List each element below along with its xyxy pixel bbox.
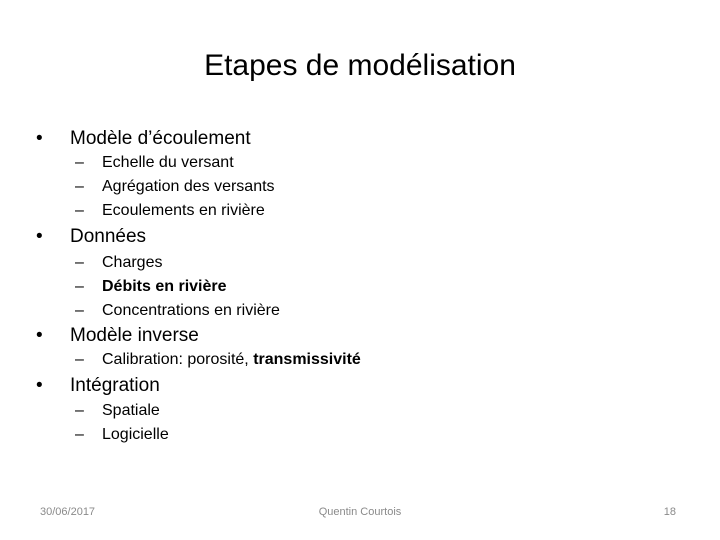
sub-item-text: Logicielle xyxy=(102,426,169,443)
sub-item-text: Ecoulements en rivière xyxy=(102,202,265,219)
dash-icon: – xyxy=(75,302,84,319)
dash-icon: – xyxy=(75,154,84,171)
bullet-modele-inverse xyxy=(36,324,199,348)
footer-page-number: 18 xyxy=(663,506,676,518)
bullet-donnees xyxy=(36,225,146,249)
sub-item-logicielle xyxy=(75,425,169,445)
dash-icon: – xyxy=(75,278,84,295)
bullet-label: Données xyxy=(70,226,147,247)
sub-item-calibration xyxy=(75,350,361,370)
bullet-icon: • xyxy=(36,375,43,396)
bullet-icon: • xyxy=(36,128,43,149)
sub-item-text: Charges xyxy=(102,254,163,271)
sub-item-text: Calibration: porosité, xyxy=(102,351,254,368)
sub-item-charges xyxy=(75,253,162,273)
dash-icon: – xyxy=(75,178,84,195)
dash-icon: – xyxy=(75,254,84,271)
sub-item-text-bold: transmissivité xyxy=(253,351,361,368)
sub-item-text: Agrégation des versants xyxy=(102,178,275,195)
sub-item-agregation-versants xyxy=(75,177,275,197)
bullet-icon: • xyxy=(36,325,43,346)
sub-item-text: Débits en rivière xyxy=(102,278,227,295)
bullet-modele-ecoulement xyxy=(36,127,251,151)
dash-icon: – xyxy=(75,426,84,443)
dash-icon: – xyxy=(75,351,84,368)
sub-item-ecoulements-riviere xyxy=(75,201,265,221)
sub-item-spatiale xyxy=(75,401,160,421)
sub-item-concentrations-riviere xyxy=(75,301,280,321)
bullet-label: Intégration xyxy=(70,375,160,396)
bullet-integration xyxy=(36,374,160,398)
sub-item-text: Concentrations en rivière xyxy=(102,302,280,319)
slide-title: Etapes de modélisation xyxy=(204,49,516,82)
sub-item-text: Echelle du versant xyxy=(102,154,234,171)
footer-date: 30/06/2017 xyxy=(40,506,96,518)
dash-icon: – xyxy=(75,402,84,419)
sub-item-debits-riviere xyxy=(75,277,227,297)
bullet-icon: • xyxy=(36,226,43,247)
sub-item-echelle-versant xyxy=(75,153,234,173)
sub-item-text: Spatiale xyxy=(102,402,160,419)
dash-icon: – xyxy=(75,202,84,219)
footer-author: Quentin Courtois xyxy=(318,506,402,518)
bullet-label: Modèle inverse xyxy=(70,325,199,346)
bullet-label: Modèle d’écoulement xyxy=(70,128,251,149)
